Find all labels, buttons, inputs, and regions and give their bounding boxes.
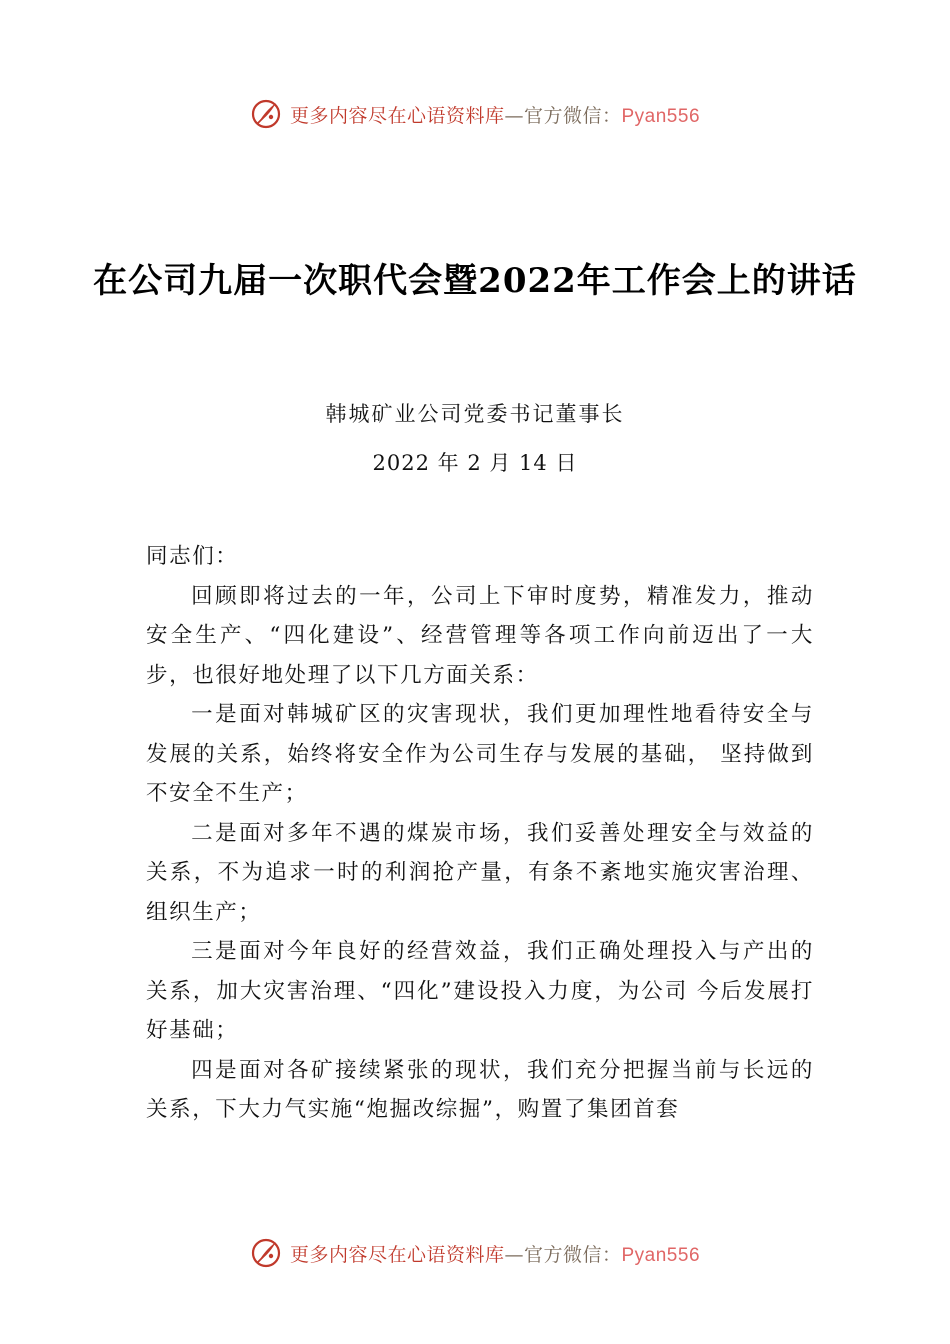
header-watermark — [0, 94, 950, 134]
watermark-wechat-id: Pyan556 — [621, 105, 701, 127]
document-author: 韩城矿业公司党委书记董事长 — [325, 402, 625, 426]
quill-logo-icon — [250, 98, 282, 130]
footer-watermark — [0, 1233, 950, 1273]
document-title: 在公司九届一次职代会暨2022年工作会上的讲话 — [93, 261, 857, 301]
paragraph: 四是面对各矿接续紧张的现状，我们充分把握当前与长远的关系，下大力气实施“炮掘改综掘”，购置了集团首套 — [146, 1057, 814, 1122]
paragraph: 一是面对韩城矿区的灾害现状，我们更加理性地看待安全与发展的关系，始终将安全作为公司生存与发展的基础， 坚持做到不安全不生产； — [146, 702, 814, 806]
paragraph: 二是面对多年不遇的煤炭市场，我们妥善处理安全与效益的关系，不为追求一时的利润抢产量，有条不紊地实施灾害治理、组织生产； — [146, 820, 814, 925]
watermark-brand: 更多内容尽在心语资料库 — [289, 104, 505, 127]
watermark-brand: 更多内容尽在心语资料库 — [289, 1243, 505, 1266]
watermark-text — [290, 1240, 700, 1267]
watermark-wechat-id: Pyan556 — [621, 1244, 701, 1266]
document-body — [146, 537, 814, 1130]
quill-logo-icon — [250, 1237, 282, 1269]
paragraph: 三是面对今年良好的经营效益，我们正确处理投入与产出的关系，加大灾害治理、“四化”建设投入力度，为公司 今后发展打好基础； — [146, 939, 814, 1043]
watermark-separator: —官方微信： — [504, 104, 622, 127]
document-date: 2022 年 2 月 14 日 — [372, 451, 578, 475]
paragraph: 回顾即将过去的一年，公司上下审时度势，精准发力，推动安全生产、“四化建设”、经营管理等各项工作向前迈出了一大步，也很好地处理了以下几方面关系： — [146, 583, 814, 688]
salutation: 同志们： — [146, 544, 239, 569]
watermark-text — [290, 101, 700, 128]
watermark-separator: —官方微信： — [504, 1243, 622, 1266]
